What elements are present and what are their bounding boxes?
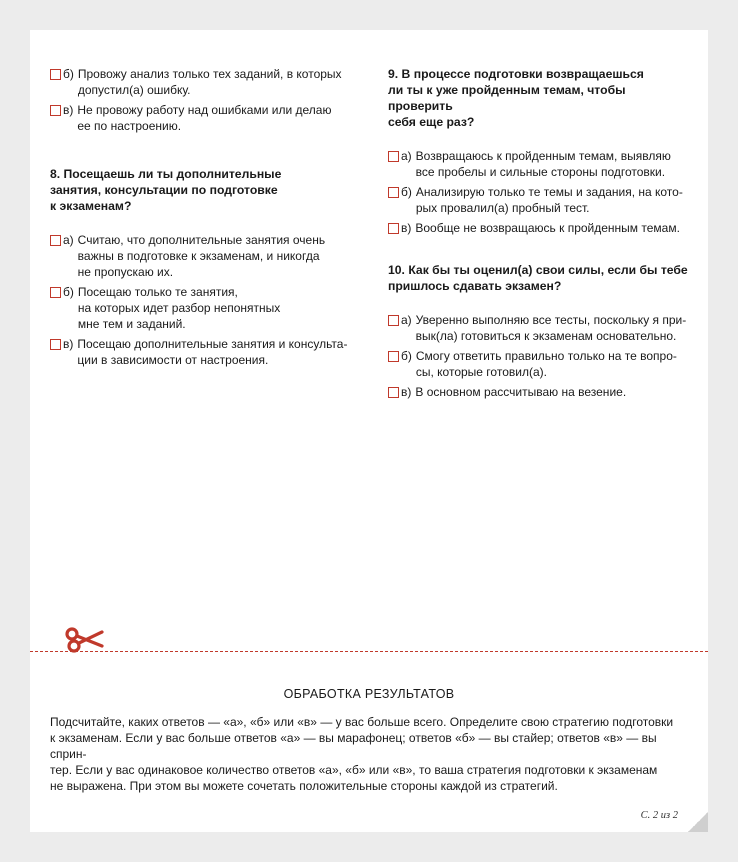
q10-option-c[interactable] xyxy=(388,384,688,400)
option-letter: б) xyxy=(401,185,412,199)
option-letter: б) xyxy=(63,285,74,299)
checkbox-icon[interactable] xyxy=(50,235,61,246)
option-text: Уверенно выполняю все тесты, поскольку я при- вык(ла) готовиться к экзаменам основательно. xyxy=(415,313,687,343)
checkbox-icon[interactable] xyxy=(50,69,61,80)
option-letter: б) xyxy=(401,349,412,363)
q10-option-b[interactable] xyxy=(388,348,688,380)
cut-line xyxy=(30,651,708,652)
q8-option-c[interactable] xyxy=(50,336,350,368)
option-text: Посещаю дополнительные занятия и консульта- ции в зависимости от настроения. xyxy=(77,337,348,367)
option-text: Вообще не возвращаюсь к пройденным темам. xyxy=(415,221,680,235)
results-title: ОБРАБОТКА РЕЗУЛЬТАТОВ xyxy=(283,687,455,701)
option-text: В основном рассчитываю на везение. xyxy=(415,385,627,399)
option-letter: б) xyxy=(63,67,74,81)
page-fold-corner xyxy=(688,812,708,832)
option-text: Посещаю только те занятия, на которых идет разбор непонятных мне тем и заданий. xyxy=(77,285,281,331)
q9-option-c[interactable] xyxy=(388,220,688,236)
question-10-title: 10. Как бы ты оценил(а) свои силы, если бы тебе пришлось сдавать экзамен? xyxy=(388,263,688,293)
q9-option-a[interactable] xyxy=(388,148,688,180)
option-text: Провожу анализ только тех заданий, в которых допустил(а) ошибку. xyxy=(77,67,342,97)
question-9-title: 9. В процессе подготовки возвращаешься ли ты к уже пройденным темам, чтобы проверить себя еще раз? xyxy=(388,67,644,129)
checkbox-icon[interactable] xyxy=(388,223,399,234)
page-number: С. 2 из 2 xyxy=(640,810,678,821)
question-8-title: 8. Посещаешь ли ты дополнительные занятия, консультации по подготовке к экзаменам? xyxy=(50,167,282,213)
option-letter: а) xyxy=(401,149,412,163)
q7-option-b[interactable] xyxy=(50,66,350,98)
option-letter: в) xyxy=(401,385,412,399)
option-text: Возвращаюсь к пройденным темам, выявляю все пробелы и сильные стороны подготовки. xyxy=(415,149,671,179)
checkbox-icon[interactable] xyxy=(388,151,399,162)
document-page xyxy=(30,30,708,832)
checkbox-icon[interactable] xyxy=(388,387,399,398)
right-column xyxy=(388,66,688,404)
option-letter: а) xyxy=(63,233,74,247)
checkbox-icon[interactable] xyxy=(50,339,61,350)
left-column xyxy=(50,66,350,372)
q9-option-b[interactable] xyxy=(388,184,688,216)
checkbox-icon[interactable] xyxy=(388,315,399,326)
checkbox-icon[interactable] xyxy=(50,287,61,298)
results-text: Подсчитайте, каких ответов — «а», «б» или «в» — у вас больше всего. Определите свою стратегию подготовки к экзаменам. Если у вас больше ответов «а» — вы марафонец; ответов «б» — вы стайер; ответов «в» — вы сприн- тер. Если у вас одинаковое количество ответов «а», «б» или «в», то ваша стратегия подготовки к экзаменам не выражена. При этом вы можете сочетать положительные стороны каждой из стратегий. xyxy=(50,715,674,793)
q8-option-a[interactable] xyxy=(50,232,350,280)
q7-option-c[interactable] xyxy=(50,102,350,134)
option-letter: в) xyxy=(401,221,412,235)
q8-option-b[interactable] xyxy=(50,284,350,332)
option-text: Не провожу работу над ошибками или делаю ее по настроению. xyxy=(77,103,332,133)
option-text: Анализирую только те темы и задания, на кото- рых провалил(а) пробный тест. xyxy=(415,185,683,215)
checkbox-icon[interactable] xyxy=(50,105,61,116)
option-letter: а) xyxy=(401,313,412,327)
checkbox-icon[interactable] xyxy=(388,187,399,198)
option-text: Смогу ответить правильно только на те вопро- сы, которые готовил(а). xyxy=(415,349,677,379)
checkbox-icon[interactable] xyxy=(388,351,399,362)
option-letter: в) xyxy=(63,103,74,117)
option-text: Считаю, что дополнительные занятия очень важны в подготовке к экзаменам, и никогда не пропускаю их. xyxy=(77,233,326,279)
q10-option-a[interactable] xyxy=(388,312,688,344)
option-letter: в) xyxy=(63,337,74,351)
scissors-icon xyxy=(64,625,106,653)
